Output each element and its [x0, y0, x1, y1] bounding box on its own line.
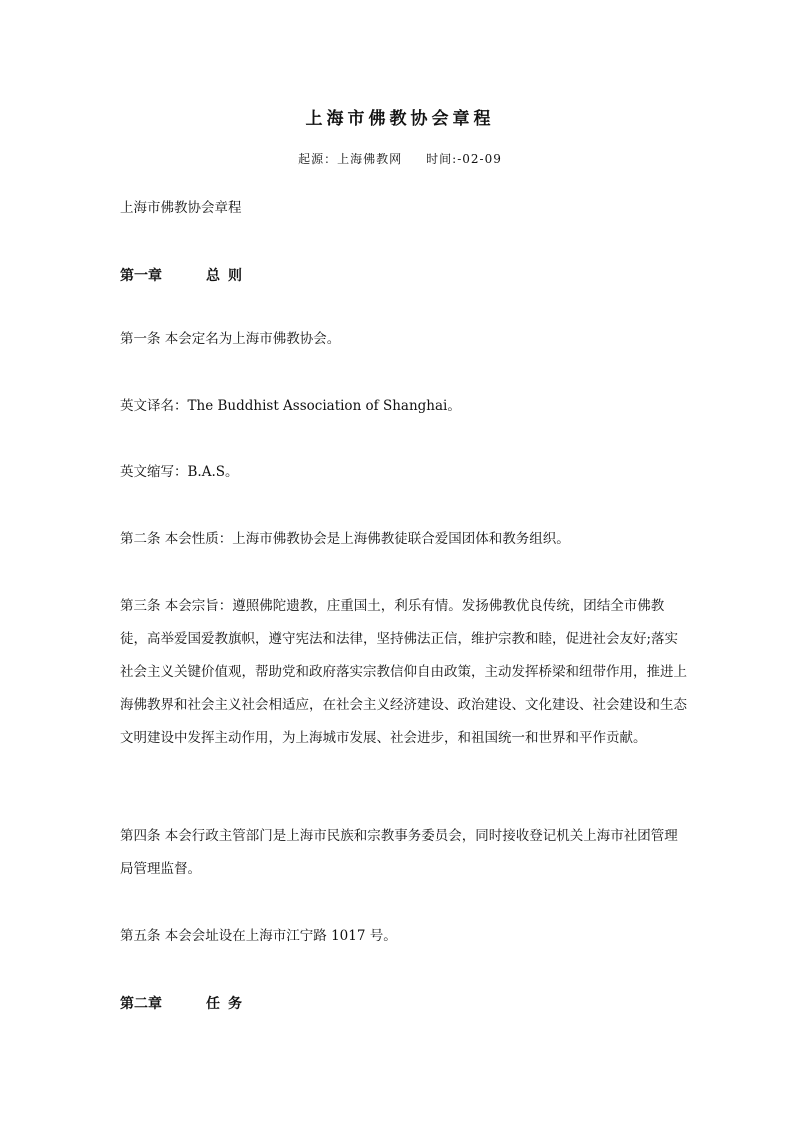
meta-source: 起源：上海佛教网: [298, 152, 403, 166]
document-meta: [0, 150, 800, 167]
chapter-heading: [120, 993, 250, 1013]
article-5: 第五条 本会会址设在上海市江宁路 1017 号。: [120, 928, 397, 944]
article-english-abbr: 英文缩写：B.A.S。: [120, 464, 239, 480]
meta-time: 时间:-02-09: [426, 152, 502, 166]
chapter-title: 任务: [206, 996, 250, 1012]
article-1: 第一条 本会定名为上海市佛教协会。: [120, 331, 341, 347]
article-3: 第三条 本会宗旨：遵照佛陀遗教，庄重国土，利乐有情。发扬佛教优良传统，团结全市佛教徒，高举爱国爱教旗帜，遵守宪法和法律，坚持佛法正信，维护宗教和睦，促进社会友好;落实社会主义关键价值观，帮助党和政府落实宗教信仰自由政策，主动发挥桥梁和纽带作用，推进上海佛教界和社会主义社会相适应，在社会主义经济建设、政治建设、文化建设、社会建设和生态文明建设中发挥主动作用，为上海城市发展、社会进步，和祖国统一和世界和平作贡献。: [120, 598, 687, 746]
document-title: 上海市佛教协会章程: [305, 109, 495, 129]
document-subtitle: 上海市佛教协会章程: [120, 200, 242, 216]
chapter-heading: [120, 265, 250, 285]
chapter-number: 第二章: [120, 996, 162, 1012]
article-4: 第四条 本会行政主管部门是上海市民族和宗教事务委员会，同时接收登记机关上海市社团管理局管理监督。: [120, 828, 678, 877]
chapter-number: 第一章: [120, 268, 162, 284]
chapter-title: 总则: [206, 268, 250, 284]
article-2: 第二条 本会性质：上海市佛教协会是上海佛教徒联合爱国团体和教务组织。: [120, 531, 570, 547]
article-english-name: 英文译名：The Buddhist Association of Shanghai。: [120, 398, 461, 414]
